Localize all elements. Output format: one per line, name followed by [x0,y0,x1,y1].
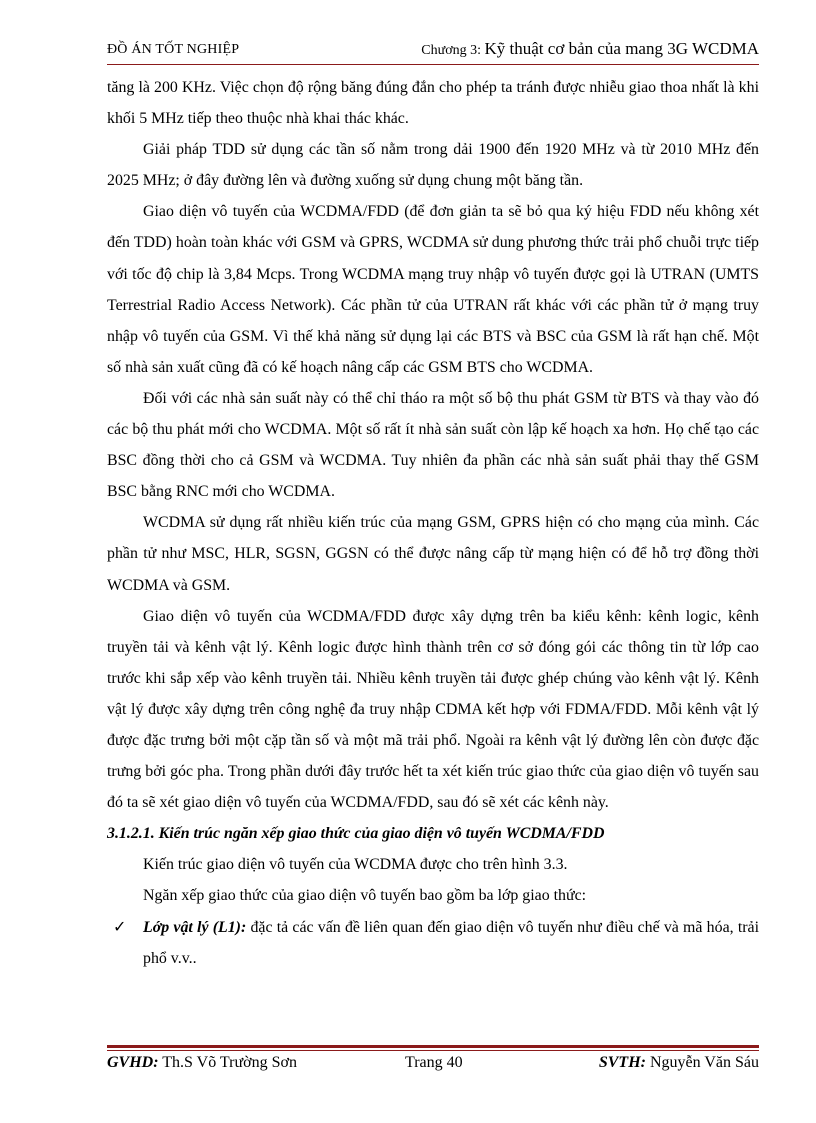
header-divider [107,64,759,65]
page-footer [107,1054,759,1078]
checkmark-icon: ✓ [113,918,127,936]
bullet-item [107,912,759,974]
sub-line: Kiến trúc giao diện vô tuyến của WCDMA được cho trên hình 3.3. [143,856,568,874]
bullet-term: Lớp vật lý (L1): [143,918,247,936]
page-number: Trang 40 [405,1054,463,1071]
paragraph: Giao diện vô tuyến của WCDMA/FDD được xây dựng trên ba kiểu kênh: kênh logic, kênh truyền tải và kênh vật lý. Kênh logic được hình thành trên cơ sở đóng gói các thông tin từ lớp cao trước khi sắp xếp vào kênh truyền tải. Nhiều kênh truyền tải được ghép chúng vào kênh vật lý. Kênh vật lý được xây dựng trên công nghệ đa truy nhập CDMA kết hợp với FDMA/FDD. Mỗi kênh vật lý được đặc trưng bởi một cặp tần số và một mã trải phổ. Ngoài ra kênh vật lý đường lên còn được đặc trưng bởi góc pha. Trong phần dưới đây trước hết ta xét kiến trúc giao thức của giao diện vô tuyến sau đó ta sẽ xét giao diện vô tuyến của WCDMA/FDD, sau đó sẽ xét các kênh này. [107,607,759,812]
footer-advisor-name: Th.S Võ Trường Sơn [158,1054,297,1071]
header-chapter-title [421,39,759,59]
paragraph: Đối với các nhà sản suất này có thể chỉ tháo ra một số bộ thu phát GSM từ BTS và thay vào đó các bộ thu phát mới cho WCDMA. Một số rất ít nhà sản suất còn lập kế hoạch xa hơn. Họ chế tạo các BSC đồng thời cho cả GSM và WCDMA. Tuy nhiên đa phần các nhà sản suất phải thay thế GSM BSC bằng RNC mới cho WCDMA. [107,389,759,501]
footer-advisor-label: GVHD: [107,1054,159,1071]
footer-student-label: SVTH: [598,1054,646,1071]
footer-advisor [107,1054,297,1072]
header-thesis-label: ĐỒ ÁN TỐT NGHIỆP [107,42,240,57]
paragraph: tăng là 200 KHz. Việc chọn độ rộng băng đúng đắn cho phép ta tránh được nhiễu giao thoa nhất là khi khối 5 MHz tiếp theo thuộc nhà khai thác khác. [107,79,759,128]
header-chapter-prefix: Chương 3: [421,43,485,58]
page-body [107,72,759,974]
bullet-text: đặc tả các vấn đề liên quan đến giao diện vô tuyến như điều chế và mã hóa, trải phổ v.v.. [143,918,759,967]
header-chapter-name: Kỹ thuật cơ bản của mang 3G WCDMA [484,39,759,58]
page-header [107,36,759,64]
footer-student [599,1054,759,1072]
sub-line: Ngăn xếp giao thức của giao diện vô tuyến bao gồm ba lớp giao thức: [143,887,587,905]
paragraph: Giải pháp TDD sử dụng các tần số nằm trong dải 1900 đến 1920 MHz và từ 2010 MHz đến 2025 MHz; ở đây đường lên và đường xuống sử dụng chung một băng tần. [107,141,759,190]
paragraph: WCDMA sử dụng rất nhiều kiến trúc của mạng GSM, GPRS hiện có cho mạng của mình. Các phần tử như MSC, HLR, SGSN, GGSN có thể được nâng cấp từ mạng hiện có để hỗ trợ đồng thời WCDMA và GSM. [107,514,759,594]
paragraph: Giao diện vô tuyến của WCDMA/FDD (để đơn giản ta sẽ bỏ qua ký hiệu FDD nếu không xét đến TDD) hoàn toàn khác với GSM và GPRS, WCDMA sử dung phương thức trải phổ chuỗi trực tiếp với tốc độ chip là 3,84 Mcps. Trong WCDMA mạng truy nhập vô tuyến được gọi là UTRAN (UMTS Terrestrial Radio Access Network). Các phần tử của UTRAN rất khác với các phần tử ở mạng truy nhập vô tuyến của GSM. Vì thế khả năng sử dụng lại các BTS và BSC của GSM là rất hạn chế. Một số nhà sản xuất cũng đã có kế hoạch nâng cấp các GSM BTS cho WCDMA. [107,203,759,376]
section-heading: 3.1.2.1. Kiến trúc ngăn xếp giao thức của giao diện vô tuyến WCDMA/FDD [107,825,605,843]
footer-divider-thin [107,1050,759,1051]
footer-student-name: Nguyễn Văn Sáu [645,1054,759,1071]
footer-divider-thick [107,1045,759,1048]
